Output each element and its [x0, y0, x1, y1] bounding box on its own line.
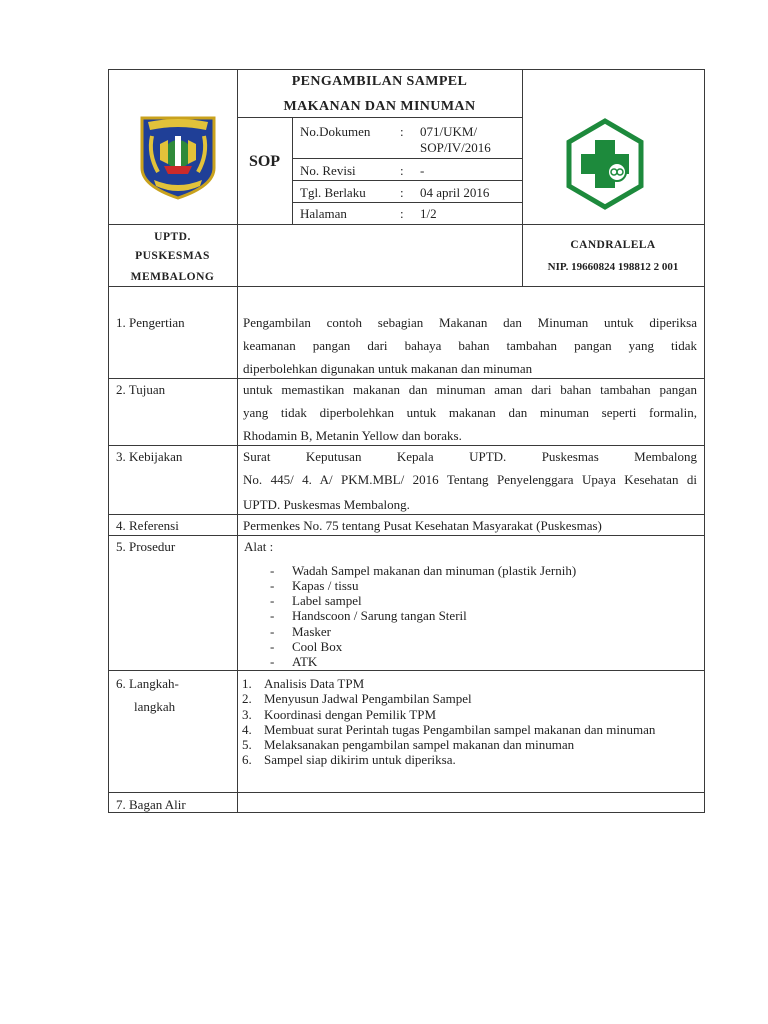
list-item: 6. Sampel siap dikirim untuk diperiksa. — [242, 752, 456, 767]
signer-name: CANDRALELA — [570, 239, 656, 251]
row-divider — [108, 286, 705, 287]
meta-colon: : — [400, 206, 404, 221]
meta-key-halaman: Halaman — [300, 206, 347, 221]
list-item: - Kapas / tissu — [270, 578, 359, 593]
table-border-top — [108, 69, 705, 70]
section-label-langkah-cont: langkah — [134, 699, 176, 714]
section-label-referensi: 4. Referensi — [116, 518, 179, 533]
list-item: 3. Koordinasi dengan Pemilik TPM — [242, 707, 437, 722]
org-name-line2: PUSKESMAS — [135, 250, 210, 262]
row-divider — [108, 224, 705, 225]
row-divider — [108, 378, 705, 379]
list-item: - Masker — [270, 624, 331, 639]
row-divider — [108, 445, 705, 446]
org-name-line3: MEMBALONG — [130, 271, 215, 283]
meta-value-no-dokumen: 071/UKM/ — [420, 124, 478, 139]
section-label-prosedur: 5. Prosedur — [116, 539, 176, 554]
document-title-line2: MAKANAN DAN MINUMAN — [283, 99, 476, 114]
regency-emblem-logo — [138, 114, 218, 200]
kebijakan-text-line: Surat Keputusan Kepala UPTD. Puskesmas Membalong — [243, 449, 697, 464]
meta-key-no-revisi: No. Revisi — [300, 163, 356, 178]
meta-value-tgl-berlaku: 04 april 2016 — [420, 185, 490, 200]
row-divider — [237, 117, 522, 118]
list-item: - Label sampel — [270, 593, 362, 608]
referensi-text: Permenkes No. 75 tentang Pusat Kesehatan Masyarakat (Puskesmas) — [243, 518, 602, 533]
list-item: 2. Menyusun Jadwal Pengambilan Sampel — [242, 691, 472, 706]
org-name-line1: UPTD. — [154, 231, 191, 243]
row-divider — [292, 202, 522, 203]
puskesmas-logo — [565, 118, 645, 210]
pengertian-text-line: diperbolehkan digunakan untuk makanan dan minuman — [243, 361, 533, 376]
table-border-right — [704, 69, 705, 813]
row-divider — [292, 158, 522, 159]
meta-colon: : — [400, 163, 404, 178]
section-label-tujuan: 2. Tujuan — [116, 382, 166, 397]
tujuan-text-line: untuk memastikan makanan dan minuman aman dari bahan tambahan pangan — [243, 382, 697, 397]
section-label-pengertian: 1. Pengertian — [116, 315, 185, 330]
row-divider — [108, 792, 705, 793]
section-label-langkah: 6. Langkah- — [116, 676, 179, 691]
document-title-line1: PENGAMBILAN SAMPEL — [291, 74, 468, 89]
meta-key-tgl-berlaku: Tgl. Berlaku — [300, 185, 366, 200]
meta-key-no-dokumen: No.Dokumen — [300, 124, 371, 139]
kebijakan-text-line: UPTD. Puskesmas Membalong. — [243, 497, 410, 512]
signer-nip: NIP. 19660824 198812 2 001 — [547, 261, 679, 273]
list-item: - Wadah Sampel makanan dan minuman (plastik Jernih) — [270, 563, 577, 578]
row-divider — [108, 535, 705, 536]
pengertian-text-line: keamanan pangan dari bahaya bahan tambahan pangan yang tidak — [243, 338, 697, 353]
meta-colon: : — [400, 185, 404, 200]
row-divider — [292, 180, 522, 181]
meta-colon: : — [400, 124, 404, 139]
column-divider — [522, 69, 523, 287]
column-divider — [292, 117, 293, 225]
list-item: - Cool Box — [270, 639, 343, 654]
sop-label: SOP — [248, 153, 281, 170]
column-divider — [237, 69, 238, 813]
pengertian-text-line: Pengambilan contoh sebagian Makanan dan Minuman untuk diperiksa — [243, 315, 697, 330]
kebijakan-text-line: No. 445/ 4. A/ PKM.MBL/ 2016 Tentang Penyelenggara Upaya Kesehatan di — [243, 472, 697, 487]
list-item: - ATK — [270, 654, 318, 669]
meta-value-no-revisi: - — [420, 163, 425, 178]
meta-value-no-dokumen-cont: SOP/IV/2016 — [420, 140, 491, 155]
section-label-kebijakan: 3. Kebijakan — [116, 449, 183, 464]
list-item: - Handscoon / Sarung tangan Steril — [270, 608, 467, 623]
row-divider — [108, 514, 705, 515]
table-border-bottom — [108, 812, 705, 813]
tujuan-text-line: yang tidak diperbolehkan untuk makanan dan minuman seperti formalin, — [243, 405, 697, 420]
row-divider — [108, 670, 705, 671]
tujuan-text-line: Rhodamin B, Metanin Yellow dan boraks. — [243, 428, 462, 443]
prosedur-intro: Alat : — [244, 539, 274, 554]
list-item: 1. Analisis Data TPM — [242, 676, 365, 691]
list-item: 4. Membuat surat Perintah tugas Pengambilan sampel makanan dan minuman — [242, 722, 656, 737]
meta-value-halaman: 1/2 — [420, 206, 437, 221]
section-label-bagan-alir: 7. Bagan Alir — [116, 797, 186, 812]
table-border-left — [108, 69, 109, 813]
list-item: 5. Melaksanakan pengambilan sampel makanan dan minuman — [242, 737, 575, 752]
